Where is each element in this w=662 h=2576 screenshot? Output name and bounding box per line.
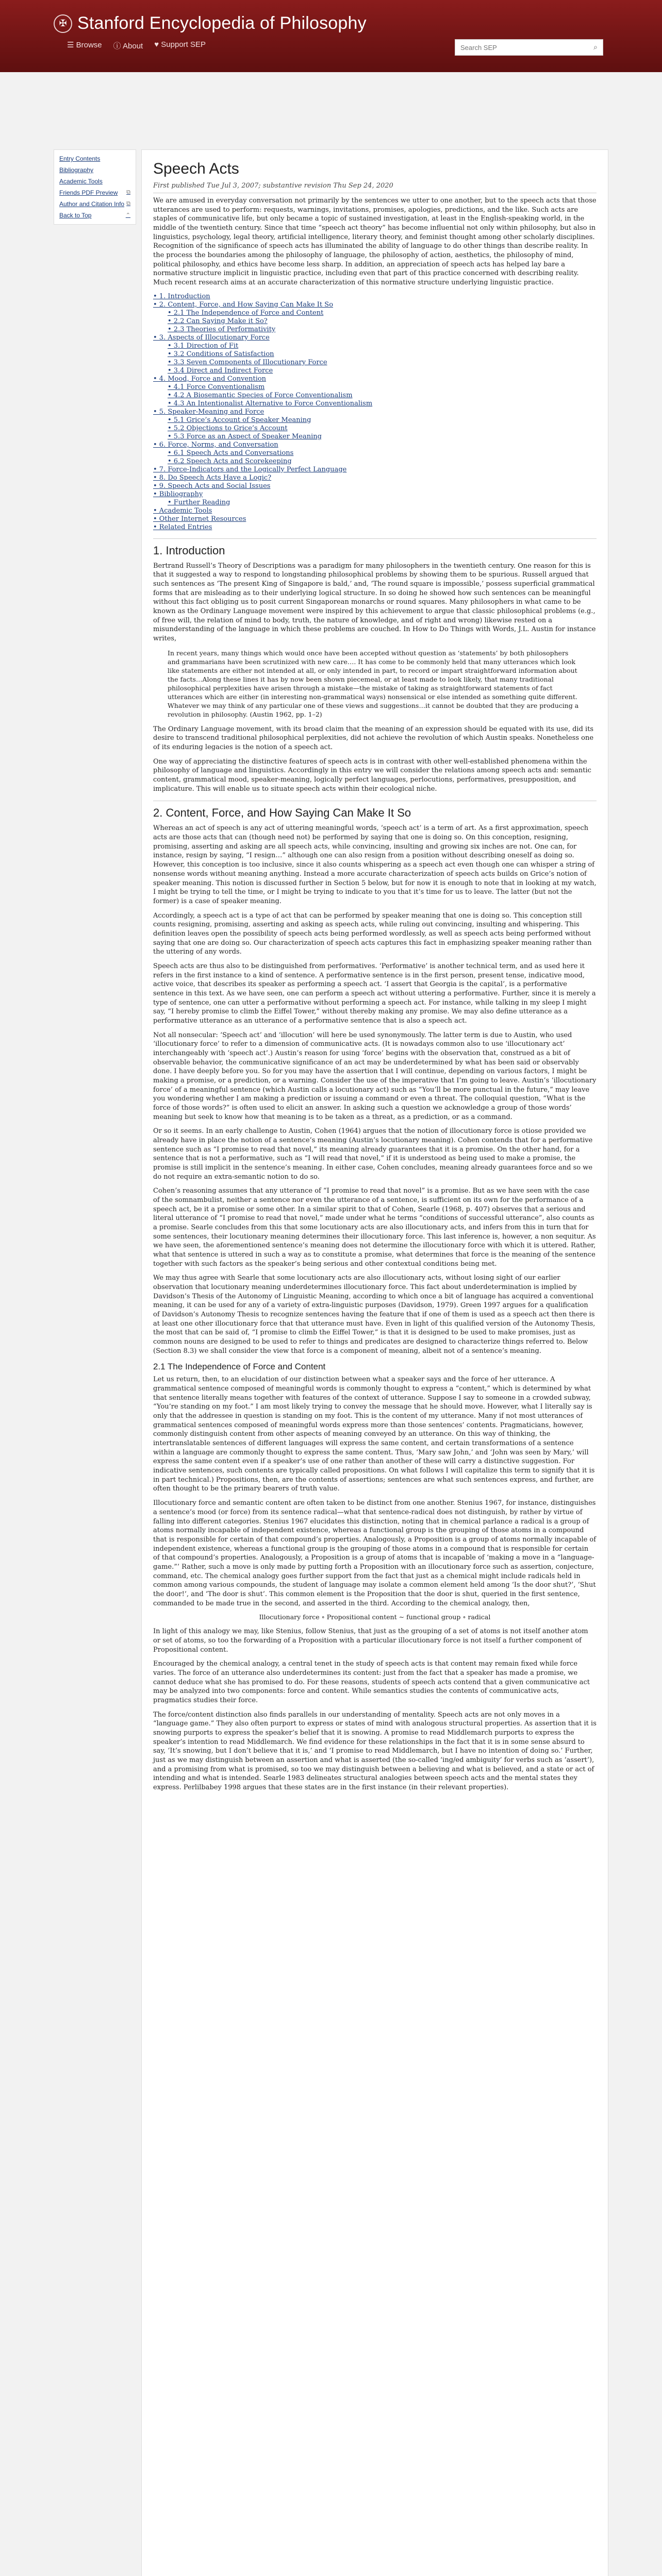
section-heading-2: 2. Content, Force, and How Saying Can Make It So — [153, 801, 597, 820]
article-main — [141, 149, 608, 2576]
search-box — [455, 39, 603, 56]
toc-link[interactable]: • 6. Force, Norms, and Conversation — [153, 440, 278, 449]
paragraph: The Ordinary Language movement, with its broad claim that the meaning of an expression should be equated with its use, did its desire to transcend traditional philosophical perplexities, did not achieve the revolution of which Austin speaks. Nonetheless one of its enduring legacies is the notion of a speech act. — [153, 725, 594, 752]
block-quote: In recent years, many things which would once have been accepted without question as ‘statements’ by both philosophers and grammarians have been scrutinized with new care…. It has come to be commonly held that many utterances which look like statements are either not intended at all, or only intended in part, to record or impart straightforward information about the facts…Along these lines it has by now been shown piecemeal, or at least made to look likely, that many traditional philosophical perplexities have arisen through a mistake—the mistake of taking as straightforward statements of fact utterances which are either (in interesting non-grammatical ways) nonsensical or else intended as something quite different. Whatever we may think of any particular one of these views and suggestions…it cannot be doubted that they are producing a revolution in philosophy. (Austin 1962, pp. 1–2) — [168, 649, 579, 718]
toc-link[interactable]: • 3.4 Direct and Indirect Force — [168, 366, 273, 375]
toc-item — [153, 441, 597, 465]
toc-item — [168, 416, 597, 424]
toc-link[interactable]: • Related Entries — [153, 523, 212, 531]
toc-sublist — [153, 499, 597, 506]
toc-link[interactable]: • 2. Content, Force, and How Saying Can Make It So — [153, 300, 334, 309]
paragraph: One way of appreciating the distinctive features of speech acts is in contrast with other well-established phenomena within the philosophy of language and linguistics. Accordingly in this entry we will consider the relations among speech acts and: semantic content, grammatical mood, speaker-meaning, logically perfect languages, perlocutions, performatives, presupposition, and implicature. This will enable us to situate speech acts within their ecological niche. — [153, 757, 591, 793]
paragraph: Let us return, then, to an elucidation of our distinction between what a speaker says and the force of her utterance. A grammatical sentence composed of meaningful words is commonly thought to express a “content,” which is determined by what that sentence literally means together with features of the context of utterance. Suppose I say to someone in a crowded subway, “You’re standing on my foot.” I am most likely trying to convey the message that he should move. However, what I literally say is only that the addressee in question is standing on my foot. This is the content of my utterance. Many if not most utterances of grammatical sentences composed of meaningful words express more than those sentences’ contents. Pragmaticians, however, commonly distinguish content from other aspects of meaning conveyed by an utterance. On this way of thinking, the intertranslatable sentences of different languages will express the same content, and certain transformations of a sentence within a language are commonly thought to express the same content. Thus, ‘Mary saw John,’ and ‘John was seen by Mary,’ will express the same content even if a speaker’s use of one rather than another of these will carry a distinctive suggestion. For indicative sentences, such contents are typically called propositions. On what follows I will capitalize this term to signify that it is in part technical.) Propositions, then, are the contents of assertions; sentences are what such sentences express, and further, are often thought to be the primary bearers of truth value. — [153, 1376, 595, 1493]
toc-link[interactable]: • 1. Introduction — [153, 292, 210, 300]
paragraph: Accordingly, a speech act is a type of act that can be performed by speaker meaning that one is doing so. This conception still counts resigning, promising, asserting and asking as speech acts, while ruling out convincing, insulting and whispering. This definition leaves open the possibility of speech acts being performed wordlessly, as well as speech acts being performed without saying that one are doing so. Our characterization of speech acts captures this fact in emphasizing speaker meaning rather than the uttering of any words. — [153, 911, 592, 956]
table-of-contents — [153, 293, 597, 531]
subsection-heading-2-1: 2.1 The Independence of Force and Content — [153, 1362, 326, 1372]
paragraph: Not all nonsecular: ‘Speech act’ and ‘illocution’ will here be used synonymously. The latter term is due to Austin, who used ‘illocutionary force’ to refer to a dimension of communicative acts. (It is nowadays common also to use ‘illocutionary act’ interchangeably with ‘speech act’.) Austin’s reason for using ‘force’ begins with the observation that, construed as a bit of observable behavior, the communicative significance of an act may be underdetermined by what has been said or observably done. I have deeply before you. So for you may have the assertion that I will continue, depending on various factors, I might be making a promise, or a prediction, or a warning. Consider the use of the imperative that I’m going to leave. Austin’s ‘illocutionary force’ of a meaningful sentence (which Austin calls a locutionary act) such as “You’ll be more punctual in the future,” may leave you wondering whether I am making a prediction or issuing a command or even a threat. The colloquial question, “What is the force of those words?” is often used to elicit an answer. In asking such a question we acknowledge a group of those words’ meaning but seek to know how that meaning is to be taken as a threat, as a prediction, or as a command. — [153, 1031, 597, 1121]
toc-link[interactable]: • 5.1 Grice’s Account of Speaker Meaning — [168, 416, 311, 424]
toc-link[interactable]: • 3.1 Direction of Fit — [168, 342, 239, 350]
sidebar-item-bibliography[interactable]: Bibliography — [59, 166, 94, 174]
toc-link[interactable]: • Bibliography — [153, 490, 203, 498]
toc-item — [153, 490, 597, 506]
toc-link[interactable]: • 3. Aspects of Illocutionary Force — [153, 333, 270, 342]
paragraph: Cohen’s reasoning assumes that any utterance of “I promise to read that novel” is a promise. But as we have seen with the case of the somnambulist, neither a sentence nor even the utterance of a sentence, is sufficient on its own for the performance of a speech act, be it a promise or some other. In a similar spirit to that of Cohen, Searle (1968, p. 407) observes that a serious and literal utterance of “I promise to read that novel,” made under what he terms “conditions of successful utterance”, also counts as a promise. Searle concludes from this that some locutionary acts are also illocutionary acts, and infers from this in turn that for some sentences, their locutionary meaning determines their illocutionary force. This last inference is, however, a non sequitur. As we have seen, the aforementioned sentence’s meaning does not determine the illocutionary force with which it is uttered. Rather, what that sentence is uttered in such a way as to constitute a promise, what determines that force is the meaning of the sentence together with such factors as the speaker’s being serious and other contextual conditions being met. — [153, 1187, 596, 1268]
toc-item — [168, 457, 597, 465]
toc-link[interactable]: • 4.3 An Intentionalist Alternative to Force Conventionalism — [168, 399, 373, 408]
toc-item — [153, 334, 597, 375]
toc-item — [168, 309, 597, 317]
sidebar-item-entry-contents[interactable]: Entry Contents — [59, 155, 101, 162]
nav-browse[interactable]: ☰ Browse — [67, 41, 102, 49]
toc-link[interactable]: • 2.2 Can Saying Make it So? — [168, 317, 268, 325]
toc-link[interactable]: • 6.1 Speech Acts and Conversations — [168, 449, 294, 457]
page-title: Speech Acts — [153, 160, 239, 177]
toc-item — [153, 375, 597, 408]
toc-item — [168, 499, 597, 506]
toc-item — [153, 482, 597, 490]
toc-link[interactable]: • 5.3 Force as an Aspect of Speaker Meaning — [168, 432, 322, 440]
toc-item — [153, 507, 597, 515]
toc-link[interactable]: • 3.2 Conditions of Satisfaction — [168, 350, 274, 358]
paragraph: Or so it seems. In an early challenge to Austin, Cohen (1964) argues that the notion of illocutionary force is otiose provided we already have in place the notion of a sentence’s meaning (Austin’s locutionary meaning). Cohen contends that for a performative sentence such as “I promise to read that novel,” its meaning already guarantees that it is a promise. On the other hand, for a sentence that is not a performative, such as “I will read that novel,” if it is understood as being used to make a promise, the promise is still implicit in the sentence’s meaning. In either case, Cohen concludes, meaning already guarantees force and so we do not require an extra-semantic notion to do so. — [153, 1127, 593, 1181]
toc-item — [168, 342, 597, 350]
arrow-up-icon: ⌃ — [125, 212, 130, 218]
toc-item — [168, 326, 597, 333]
toc-link[interactable]: • 4.2 A Biosemantic Species of Force Conventionalism — [168, 391, 353, 399]
toc-link[interactable]: • 6.2 Speech Acts and Scorekeeping — [168, 457, 292, 465]
toc-sublist — [153, 309, 597, 333]
site-title[interactable]: Stanford Encyclopedia of Philosophy — [77, 13, 367, 33]
site-header — [0, 0, 662, 72]
sidebar-item-citation-info[interactable]: Author and Citation Info ⧉ — [59, 200, 130, 208]
intro-paragraph: We are amused in everyday conversation not primarily by the sentences we utter to one another, but to the speech acts that those utterances are used to perform: requests, warnings, invitations, promises, apologies, predictions, and the like. Such acts are staples of communicative life, but only became a topic of sustained investigation, at least in the English-speaking world, in the middle of the twentieth century. Since that time “speech act theory” has become influential not only within philosophy, but also in linguistics, psychology, legal theory, artificial intelligence, literary theory, and feminist thought among other scholarly disciplines. Recognition of the significance of speech acts has illuminated the ability of language to do other things than describe reality. In the process the boundaries among the philosophy of language, the philosophy of action, aesthetics, the philosophy of mind, political philosophy, and ethics have become less sharp. In addition, an appreciation of speech acts has helped lay bare a normative structure implicit in linguistic practice, including even that part of this practice concerned with describing reality. Much recent research aims at an accurate characterization of this normative structure underlying linguistic practice. — [153, 197, 597, 287]
nav-about[interactable]: ⓘ About — [113, 42, 143, 50]
site-brand[interactable] — [54, 13, 367, 33]
toc-item — [168, 350, 597, 358]
toc-item — [153, 293, 597, 300]
toc-link[interactable]: • 2.3 Theories of Performativity — [168, 325, 276, 333]
paragraph: Bertrand Russell’s Theory of Descriptions was a paradigm for many philosophers in the twentieth century. One reason for this is that it suggested a way to respond to longstanding philosophical problems by showing them to be spurious. Russell argued that such sentences as ‘The present King of Singapore is bald,’ and, ‘The round square is impossible,’ possess superficial grammatical forms that are misleading as to their underlying logical structure. In so doing he showed how such sentences can be meaningful without this fact obliging us to posit current Singaporean monarchs or round squares. Many philosophers in what came to be known as the Ordinary Language movement were inspired by this achievement to argue that classic philosophical problems (e.g., of free will, the relation of mind to body, truth, the nature of knowledge, and of right and wrong) likewise rested on a misunderstanding of the language in which these problems are couched. In How to Do Things with Words, J.L. Austin for instance writes, — [153, 562, 596, 643]
toc-link[interactable]: • Other Internet Resources — [153, 515, 246, 523]
paragraph: Illocutionary force and semantic content are often taken to be distinct from one another. Stenius 1967, for instance, distinguishes a sentence’s mood (or force) from its sentence radical—what that sentence-radical does not distinguish, by rather by virtue of falling into different categories. Stenius 1967 elucidates this distinction, noting that in chemical parlance a radical is a group of atoms normally incapable of independent existence, whereas a functional group is the grouping of those atoms in a compound that is responsible for certain of that compound’s properties. Analogously, a Proposition is a group of atoms normally incapable of independent existence, whereas a functional group is the grouping of those atoms in a compound that is responsible for certain of that compound’s properties. Analogously, a Proposition is a group of atoms that is incapable of ‘making a move in a “language-game.”’ Rather, such a move is only made by putting forth a Proposition with an illocutionary force such as assertion, conjecture, command, etc. The chemical analogy goes further support from the fact that just as a chemical might include radicals held in common among various compounds, the student of language may isolate a common element held among ‘Is the door shut?’, ‘Shut the door!’, and ‘The door is shut’. This common element is the Proposition that the door is shut, queried in the first sentence, commanded to be made true in the second, and asserted in the third. According to the chemical analogy, then, — [153, 1499, 597, 1607]
toc-item — [168, 359, 597, 366]
toc-link[interactable]: • 9. Speech Acts and Social Issues — [153, 482, 271, 490]
toc-item — [168, 383, 597, 391]
toc-sublist — [153, 383, 597, 408]
toc-link[interactable]: • 5.2 Objections to Grice’s Account — [168, 424, 288, 432]
sidebar-item-pdf-preview[interactable]: Friends PDF Preview ⧉ — [59, 189, 130, 196]
search-input[interactable] — [455, 41, 588, 54]
seal-icon: ✠ — [54, 14, 72, 33]
toc-item — [153, 474, 597, 482]
toc-link[interactable]: • 3.3 Seven Components of Illocutionary Force — [168, 358, 327, 366]
paragraph: Speech acts are thus also to be distinguished from performatives. ‘Performative’ is another technical term, and as used here it refers in the first instance to a kind of sentence. A performative sentence is in the first person, present tense, indicative mood, active voice, that describes its speaker as performing a speech act. ‘I assert that Georgia is the capital’, is a performative sentence in this text. As we have seen, one can perform a speech act without uttering a performative. Further, since it is merely a type of sentence, one can utter a performative without performing a speech act. For instance, while talking in my sleep I might say, “I hereby promise to climb the Eiffel Tower,” without thereby making any promise. We may also define utterance as a performative utterance as an utterance of a performative sentence that is also a speech act. — [153, 962, 596, 1025]
toc-item — [153, 523, 597, 531]
toc-link[interactable]: • 8. Do Speech Acts Have a Logic? — [153, 473, 272, 482]
toc-link[interactable]: • 2.1 The Independence of Force and Content — [168, 309, 324, 317]
top-nav — [67, 40, 206, 51]
sidebar-item-academic-tools[interactable]: Academic Tools — [59, 178, 103, 185]
toc-item — [168, 425, 597, 432]
toc-list — [153, 293, 597, 531]
toc-item — [168, 317, 597, 325]
paragraph: We may thus agree with Searle that some locutionary acts are also illocutionary acts, without losing sight of our earlier observation that locutionary meaning underdetermines illocutionary force. This fact about underdetermination is implied by Davidson’s Thesis of the Autonomy of Linguistic Meaning, according to which once a bit of language has acquired a conventional meaning, it can be used for any of a variety of extra-linguistic purposes (Davidson, 1979). Green 1997 argues for a qualification of Davidson’s Autonomy Thesis to recognize sentences having the feature that if one of them is used as a speech act then there is at least one other illocutionary force that that utterance must have. Even in light of this qualified version of the Autonomy Thesis, the most that can be said of, “I promise to climb the Eiffel Tower,” is that it is designed to be used to make promises, just as common nouns are designed to be used to refer to things and predicates are designed to characterize things referred to. Below (Section 8.3) we shall consider the view that force is a component of meaning, albeit not of a sentence’s meaning. — [153, 1274, 595, 1355]
toc-item — [168, 400, 597, 408]
toc-item — [153, 466, 597, 473]
toc-link[interactable]: • 4.1 Force Conventionalism — [168, 383, 265, 391]
nav-support[interactable]: ♥ Support SEP — [154, 40, 206, 49]
external-link-icon: ⧉ — [126, 189, 130, 195]
sidebar-item-back-to-top[interactable]: Back to Top ⌃ — [59, 212, 130, 219]
toc-sublist — [153, 449, 597, 465]
toc-item — [153, 515, 597, 523]
paragraph: In light of this analogy we may, like Stenius, follow Stenius, that just as the grouping of a set of atoms is not itself another atom or set of atoms, so too the forwarding of a Proposition with a particular illocutionary force is not itself a further component of Propositional content. — [153, 1628, 588, 1654]
toc-link[interactable]: • 5. Speaker-Meaning and Force — [153, 408, 264, 416]
pub-info: First published Tue Jul 3, 2007; substantive revision Thu Sep 24, 2020 — [153, 182, 597, 193]
toc-item — [153, 301, 597, 333]
section-heading-1: 1. Introduction — [153, 538, 597, 557]
search-icon[interactable]: ⌕ — [593, 43, 598, 52]
toc-item — [168, 433, 597, 440]
toc-link[interactable]: • Further Reading — [168, 498, 230, 506]
sidebar — [54, 149, 136, 225]
external-link-icon: ⧉ — [126, 200, 130, 207]
toc-link[interactable]: • 4. Mood, Force and Convention — [153, 375, 267, 383]
toc-item — [153, 408, 597, 440]
toc-item — [168, 367, 597, 375]
toc-link[interactable]: • 7. Force-Indicators and the Logically Perfect Language — [153, 465, 347, 473]
toc-sublist — [153, 342, 597, 375]
toc-item — [168, 392, 597, 399]
paragraph: Encouraged by the chemical analogy, a central tenet in the study of speech acts is that content may remain fixed while force varies. The force of an utterance also underdetermines its content: just from the fact that a speaker has made a promise, we cannot deduce what she has promised to do. For these reasons, students of speech acts contend that a given communicative act may be analyzed into two components: force and content. While semantics studies the contents of communicative acts, pragmatics studies their force. — [153, 1660, 590, 1704]
toc-item — [168, 449, 597, 457]
paragraph: Whereas an act of speech is any act of uttering meaningful words, ‘speech act’ is a term of art. As a first approximation, speech acts are those acts that can (though need not) be performed by saying that one is doing so. On this conception, resigning, promising, asserting and asking are all speech acts, while convincing, insulting and growing six inches are not. One can, for instance, resign by saying, “I resign…” although one can also resign from a position without describing oneself as doing so. However, this conception is too inclusive, since it also counts whispering as a speech act even though one can whisper a string of nonsense words without meaning anything. Instead a more accurate characterization of speech acts builds on Grice’s notion of speaker meaning. This notion is discussed further in Section 5 below, but for now it is enough to note that in looking at my watch, I might be trying to tell the time, or I might be trying to indicate to you that it’s time for us to leave. The latter (but not the former) is a case of speaker meaning. — [153, 824, 597, 905]
formula: Illocutionary force ∘ Propositional content ∼ functional group ∘ radical — [259, 1613, 491, 1621]
toc-sublist — [153, 416, 597, 440]
paragraph: The force/content distinction also finds parallels in our understanding of mentality. Speech acts are not only moves in a “language game.” They also often purport to express or states of mind with analogous structural properties. As assertion that it is snowing purports to express the speaker’s belief that it is snowing. A promise to read Middlemarch purports to express the speaker’s intention to read Middlemarch. We find evidence for these relationships in the fact that it is in some sense absurd to say, ‘It’s snowing, but I don’t believe that it is,’ and ‘I promise to read Middlemarch, but I have no intention of doing so.’ Further, just as we may distinguish between an assertion and what is asserted (the so-called ‘ing/ed ambiguity’ for verbs such as ‘assert’), and a promising from what is promised, so too we may distinguish between a believing and what is believed, and a state or act of intending and what is intended. Searle 1983 delineates structural analogies between speech acts and the mental states they express. Perlilbabey 1998 argues that these states are in the first instance (in their relevant properties). — [153, 1710, 597, 1791]
toc-link[interactable]: • Academic Tools — [153, 506, 212, 515]
